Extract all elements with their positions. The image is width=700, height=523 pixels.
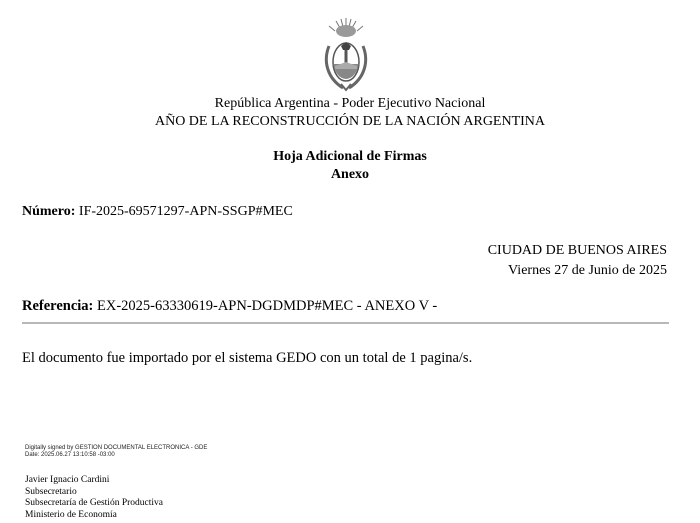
referencia-label: Referencia: — [22, 298, 94, 314]
numero-label: Número: — [22, 204, 76, 219]
document-subtitle: Anexo — [330, 167, 370, 182]
signer-office: Subsecretaría de Gestión Productiva — [25, 498, 163, 508]
body-text: El documento fue importado por el sistema GEDO con un total de 1 pagina/s. — [22, 350, 473, 366]
signer-block — [25, 475, 163, 521]
signer-ministry: Ministerio de Economía — [25, 509, 117, 520]
document-title: Hoja Adicional de Firmas — [273, 149, 427, 164]
city: CIUDAD DE BUENOS AIRES — [487, 243, 667, 258]
date: Viernes 27 de Junio de 2025 — [508, 263, 667, 278]
header-line-2: AÑO DE LA RECONSTRUCCIÓN DE LA NACIÓN ARGENTINA — [154, 114, 546, 129]
digital-signature-line-1: Digitally signed by GESTION DOCUMENTAL ELECTRONICA - GDE — [25, 445, 208, 451]
digital-signature-stamp — [25, 445, 207, 458]
referencia-value: EX-2025-63330619-APN-DGDMDP#MEC - ANEXO V - — [97, 298, 438, 314]
numero-row — [22, 204, 293, 220]
header-line-1: República Argentina - Poder Ejecutivo Nacional — [214, 96, 486, 111]
signer-role: Subsecretario — [25, 486, 77, 497]
numero-value: IF-2025-69571297-APN-SSGP#MEC — [78, 204, 293, 219]
coat-of-arms-icon — [321, 16, 371, 92]
referencia-row — [22, 298, 437, 315]
signer-name: Javier Ignacio Cardini — [25, 475, 110, 485]
divider — [22, 322, 669, 324]
digital-signature-line-2: Date: 2025.06.27 13:10:58 -03:00 — [25, 451, 115, 458]
